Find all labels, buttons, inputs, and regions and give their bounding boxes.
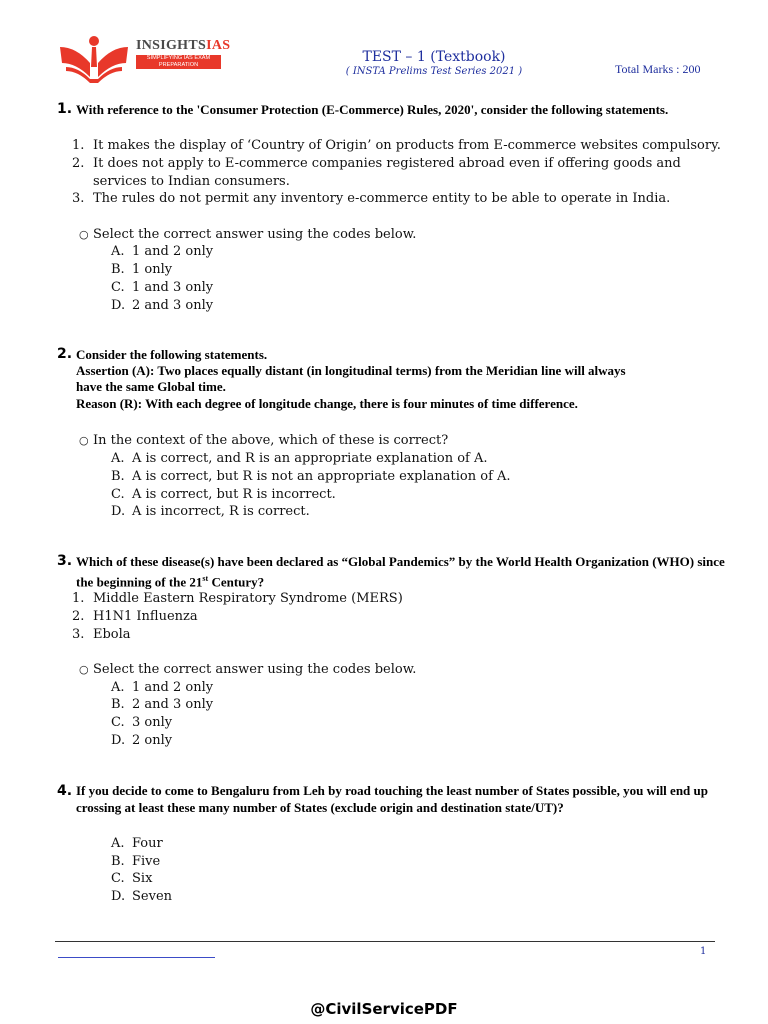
question-3-number: 3. xyxy=(57,553,73,569)
q1-prompt: ○ Select the correct answer using the codes below. xyxy=(79,227,417,242)
question-2-line-1: Consider the following statements. xyxy=(76,347,268,362)
question-3-text: Which of these disease(s) have been declared as “Global Pandemics” by the World Health Organization (WHO) since the beginning of the 21st Century? xyxy=(76,554,725,589)
q3-option-a: A. 1 and 2 only xyxy=(111,680,214,695)
q1-statement-2: 2. It does not apply to E-commerce companies registered abroad even if offering goods and xyxy=(72,156,681,171)
total-marks: Total Marks : 200 xyxy=(615,62,701,76)
q1-statement-1: 1. It makes the display of ‘Country of Origin’ on products from E-commerce websites compulsory. xyxy=(72,138,721,153)
q3-option-c: C. 3 only xyxy=(111,715,173,730)
circle-bullet-icon: ○ xyxy=(79,663,89,676)
q3-statement-3: 3. Ebola xyxy=(72,627,131,642)
channel-handle: @CivilServicePDF xyxy=(310,1000,458,1018)
q3-option-b: B. 2 and 3 only xyxy=(111,697,214,712)
q1-option-a: A. 1 and 2 only xyxy=(111,244,214,259)
q1-option-c: C. 1 and 3 only xyxy=(111,280,214,295)
page-number: 1 xyxy=(700,946,707,957)
q1-option-d: D. 2 and 3 only xyxy=(111,298,214,313)
q3-statement-1: 1. Middle Eastern Respiratory Syndrome (MERS) xyxy=(72,591,403,606)
q1-statement-3: 3. The rules do not permit any inventory e-commerce entity to be able to operate in India. xyxy=(72,191,671,206)
q4-option-c: C. Six xyxy=(111,871,153,886)
question-2-line-4: Reason (R): With each degree of longitude change, there is four minutes of time difference. xyxy=(76,396,578,411)
circle-bullet-icon: ○ xyxy=(79,434,89,447)
question-2-line-2: Assertion (A): Two places equally distant (in longitudinal terms) from the Meridian line will always xyxy=(76,363,626,378)
question-1-number: 1. xyxy=(57,101,73,117)
q1-statement-2-cont: services to Indian consumers. xyxy=(93,174,290,189)
brand-name: INSIGHTSIAS xyxy=(136,38,231,53)
question-2-line-3: have the same Global time. xyxy=(76,379,226,394)
q2-option-d: D. A is incorrect, R is correct. xyxy=(111,504,310,519)
q3-prompt: ○ Select the correct answer using the codes below. xyxy=(79,662,417,677)
q4-option-b: B. Five xyxy=(111,854,161,869)
q4-option-d: D. Seven xyxy=(111,889,173,904)
q2-prompt: ○ In the context of the above, which of these is correct? xyxy=(79,433,449,448)
footer-divider xyxy=(55,941,715,942)
q4-option-a: A. Four xyxy=(111,836,163,851)
q3-option-d: D. 2 only xyxy=(111,733,173,748)
question-4-number: 4. xyxy=(57,783,73,799)
q1-option-b: B. 1 only xyxy=(111,262,173,277)
brand-tagline: SIMPLIFYING IAS EXAM PREPARATION xyxy=(136,55,221,69)
question-1-text: With reference to the 'Consumer Protection (E-Commerce) Rules, 2020', consider the following statements. xyxy=(76,102,669,117)
test-title: TEST – 1 (Textbook) xyxy=(362,49,506,65)
test-series: ( INSTA Prelims Test Series 2021 ) xyxy=(345,66,523,77)
question-4-text: If you decide to come to Bengaluru from Leh by road touching the least number of States possible, you will end up crossing at least these many number of States (exclude origin and destination state/UT)? xyxy=(76,783,708,815)
q3-statement-2: 2. H1N1 Influenza xyxy=(72,609,198,624)
q2-option-a: A. A is correct, and R is an appropriate explanation of A. xyxy=(111,451,488,466)
q2-option-b: B. A is correct, but R is not an appropriate explanation of A. xyxy=(111,469,511,484)
q2-option-c: C. A is correct, but R is incorrect. xyxy=(111,487,336,502)
question-2-number: 2. xyxy=(57,346,73,362)
footer-link-underline[interactable] xyxy=(58,957,215,958)
circle-bullet-icon: ○ xyxy=(79,228,89,241)
